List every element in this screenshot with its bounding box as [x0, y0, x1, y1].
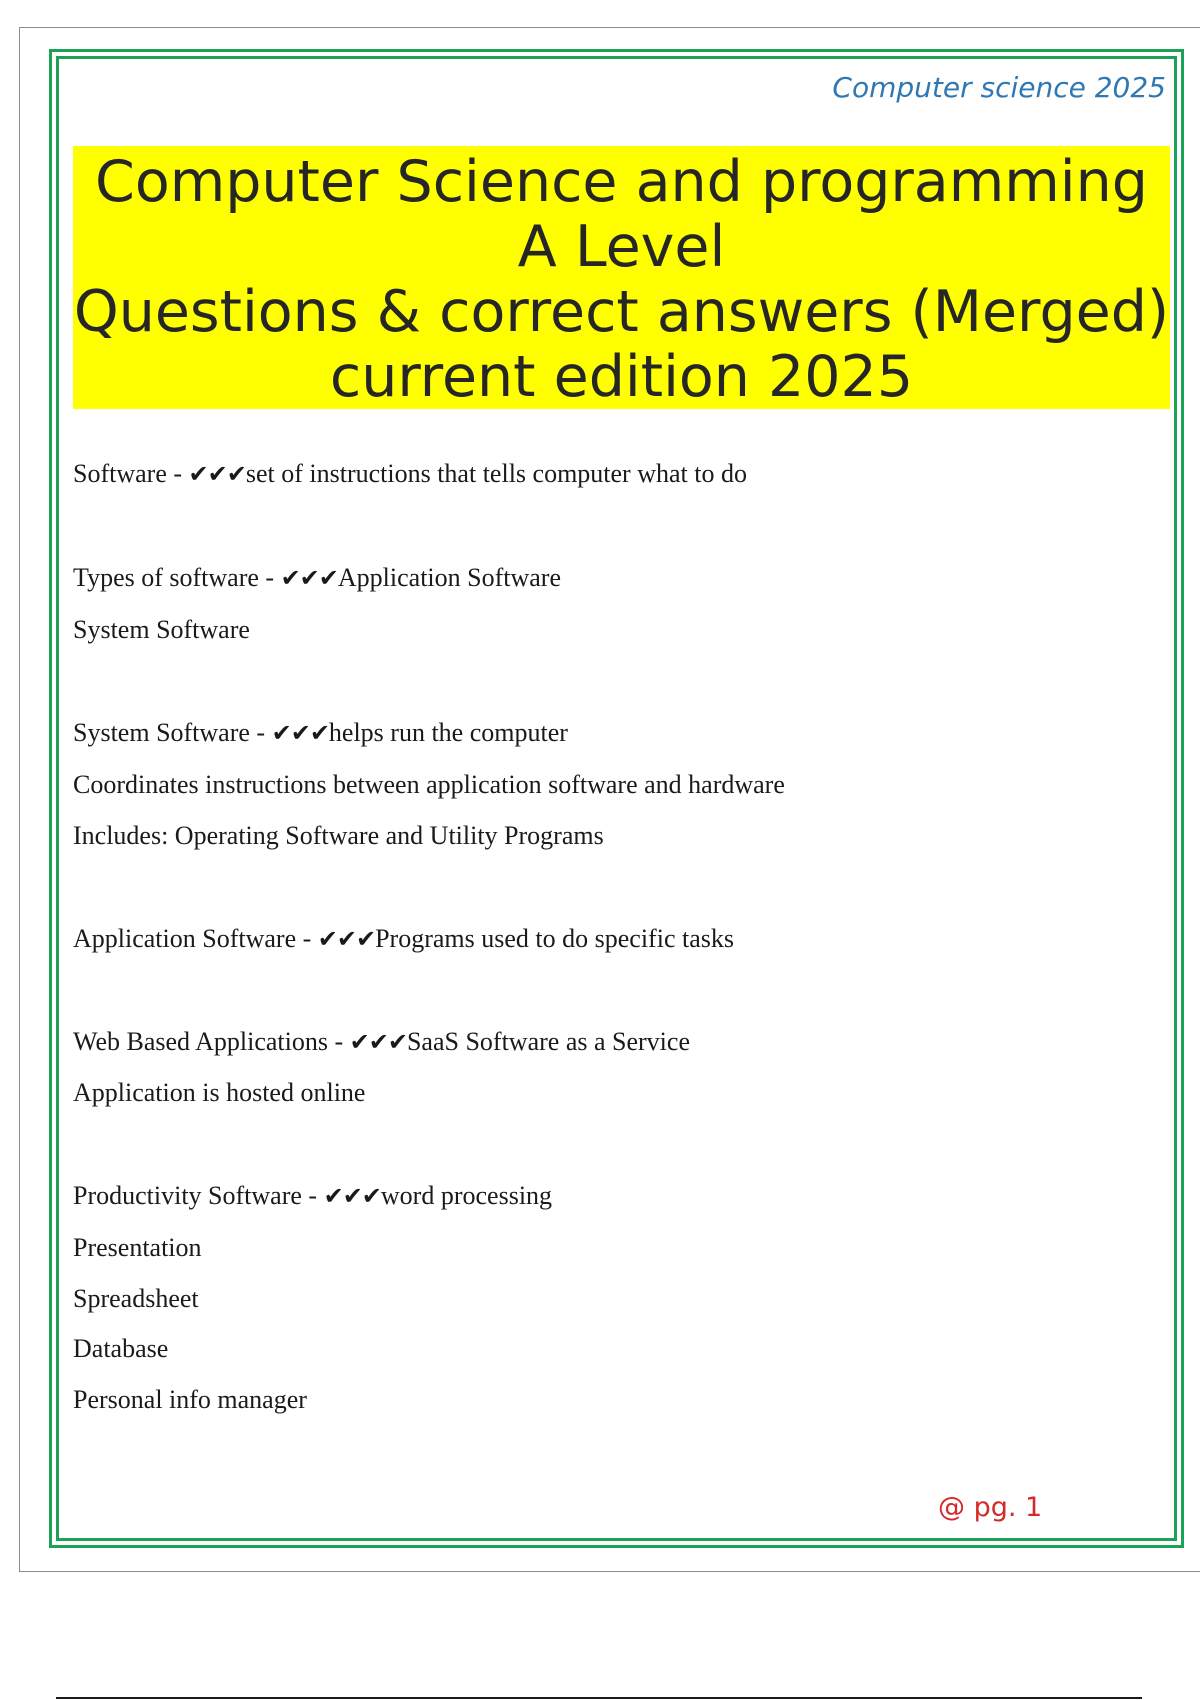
- qa-answer: set of instructions that tells computer what to do: [245, 459, 747, 488]
- page-number: @ pg. 1: [938, 1492, 1043, 1523]
- qa-term: Productivity Software -: [73, 1181, 324, 1210]
- title-banner: [73, 146, 1170, 409]
- qa-entry-question: [73, 1027, 690, 1057]
- qa-term: Software -: [73, 459, 189, 488]
- qa-answer-line: System Software: [73, 615, 250, 644]
- checkmarks-icon: ✔✔✔: [317, 925, 376, 953]
- qa-term: Application Software -: [73, 924, 318, 953]
- checkmarks-icon: ✔✔✔: [271, 719, 329, 747]
- qa-answer-line: Presentation: [73, 1233, 202, 1262]
- qa-answer: word processing: [380, 1181, 553, 1210]
- qa-answer-line: Includes: Operating Software and Utility Programs: [73, 821, 604, 850]
- qa-term: System Software -: [73, 718, 272, 747]
- qa-entry-question: [73, 459, 747, 489]
- title-line-4: current edition 2025: [329, 344, 914, 410]
- checkmarks-icon: ✔✔✔: [280, 564, 338, 592]
- title-line-3: Questions & correct answers (Merged): [73, 279, 1170, 345]
- qa-answer-line: Coordinates instructions between application software and hardware: [73, 770, 785, 799]
- qa-term: Types of software -: [73, 563, 281, 592]
- qa-answer: helps run the computer: [328, 718, 568, 747]
- checkmarks-icon: ✔✔✔: [349, 1028, 407, 1056]
- qa-answer-line: Database: [73, 1334, 169, 1363]
- qa-answer-line: Personal info manager: [73, 1385, 307, 1414]
- qa-answer: SaaS Software as a Service: [406, 1027, 690, 1056]
- footer-divider: [56, 1697, 1142, 1699]
- checkmarks-icon: ✔✔✔: [323, 1182, 381, 1210]
- qa-term: Web Based Applications -: [73, 1027, 350, 1056]
- qa-entry-question: [73, 563, 561, 593]
- qa-answer-line: Application is hosted online: [73, 1078, 366, 1107]
- title-line-1: Computer Science and programming: [95, 149, 1148, 215]
- running-header: Computer science 2025: [832, 71, 1166, 104]
- qa-answer-line: Spreadsheet: [73, 1284, 199, 1313]
- qa-entry-question: [73, 718, 568, 748]
- title-line-2: A Level: [517, 214, 726, 280]
- qa-answer: Application Software: [337, 563, 561, 592]
- qa-answer: Programs used to do specific tasks: [375, 924, 734, 953]
- checkmarks-icon: ✔✔✔: [188, 460, 246, 488]
- qa-entry-question: [73, 924, 734, 954]
- qa-entry-question: [73, 1181, 552, 1211]
